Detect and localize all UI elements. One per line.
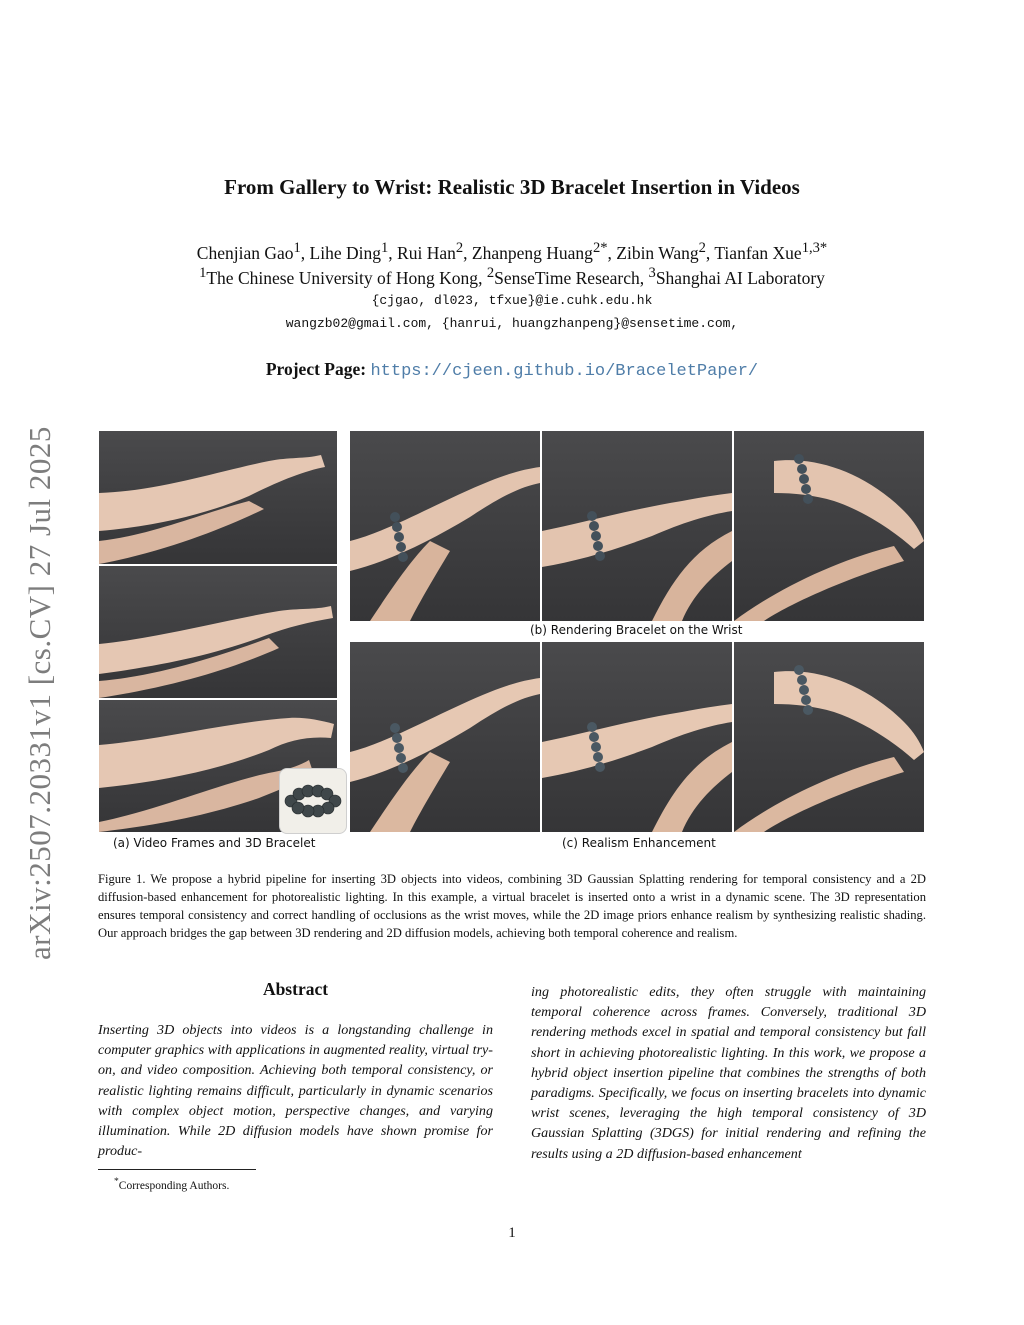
email-line-1: {cjgao, dl023, tfxue}@ie.cuhk.edu.hk <box>371 293 653 308</box>
subcaption-b: (b) Rendering Bracelet on the Wrist <box>530 623 743 637</box>
affiliation: Shanghai AI Laboratory <box>655 267 825 288</box>
subcaption-a: (a) Video Frames and 3D Bracelet <box>113 836 316 850</box>
author-list: Chenjian Gao$^1$, Lihe Ding$^1$, Rui Han$^2$, Zhanpeng Huang$^{2*}$, Zibin Wang$^2$, Tianfan Xue$^{1,3*}$ <box>196 240 828 263</box>
figure-caption: Figure 1. We propose a hybrid pipeline for inserting 3D objects into videos, combining 3D Gaussian Splatting rendering for temporal consistency and a 2D diffusion-based enhancement for photorealistic lighting. In this example, a virtual bracelet is inserted onto a wrist in a dynamic scene. The 3D representation ensures temporal consistency and correct handling of occlusions as the wrist moves, while the 2D image priors enhance realism by synthesizing realistic shading. Our approach bridges the gap between 3D rendering and 2D diffusion models, achieving both temporal coherence and realism. <box>98 872 926 940</box>
abstract-left-column: Inserting 3D objects into videos is a longstanding challenge in computer graphics with applications in augmented reality, virtual try-on, and video composition. Achieving both temporal consistency, or realistic lighting remains difficult, particularly in dynamic scenarios with complex object motion, perspective changes, and varying illumination. While 2D diffusion models have shown promise for produc- <box>98 1022 493 1160</box>
footnote: *Corresponding Authors. <box>114 1176 230 1192</box>
affiliation-list: $^1$The Chinese University of Hong Kong, $^2$SenseTime Research, $^3$Shanghai AI Laboratory <box>199 265 825 288</box>
paper-title: From Gallery to Wrist: Realistic 3D Bracelet Insertion in Videos <box>224 175 800 199</box>
affiliation: The Chinese University of Hong Kong <box>206 267 479 288</box>
abstract-heading: Abstract <box>262 979 329 999</box>
video-frame-a2 <box>99 566 337 698</box>
affiliation: SenseTime Research <box>494 267 640 288</box>
email-line-2: wangzb02@gmail.com, {hanrui, huangzhanpeng}@sensetime.com, <box>285 316 739 331</box>
render-frame-b3 <box>734 431 924 621</box>
abstract-right-column: ing photorealistic edits, they often struggle with maintaining temporal coherence across frames. Conversely, traditional 3D rendering methods excel in spatial and temporal consistency but fall short in achieving photorealistic lighting. In this work, we propose a hybrid object insertion pipeline that combines the strengths of both paradigms. Specifically, we focus on inserting bracelets into dynamic wrist scenes, leveraging the high temporal consistency of 3D Gaussian Splatting (3DGS) for initial rendering and refining the results using a 2D diffusion-based enhancement <box>531 984 926 1162</box>
project-page <box>0 359 1024 381</box>
enhanced-frame-c1 <box>350 642 540 832</box>
author: Tianfan Xue <box>714 242 802 263</box>
author: Lihe Ding <box>309 242 381 263</box>
bracelet-3d-inset <box>279 768 347 834</box>
subcaption-c: (c) Realism Enhancement <box>562 836 716 850</box>
author: Chenjian Gao <box>196 242 294 263</box>
project-page-label: Project Page: <box>265 359 367 379</box>
enhanced-frame-c3 <box>734 642 924 832</box>
author: Rui Han <box>397 242 456 263</box>
project-page-link[interactable]: https://cjeen.github.io/BraceletPaper/ <box>370 362 759 381</box>
author: Zibin Wang <box>616 242 699 263</box>
author: Zhanpeng Huang <box>471 242 593 263</box>
arxiv-stamp: arXiv:2507.20331v1 [cs.CV] 27 Jul 2025 <box>22 426 57 960</box>
render-frame-b1 <box>350 431 540 621</box>
render-frame-b2 <box>542 431 732 621</box>
enhanced-frame-c2 <box>542 642 732 832</box>
video-frame-a1 <box>99 431 337 564</box>
page-number: 1 <box>508 1225 516 1241</box>
footnote-rule <box>98 1169 256 1170</box>
